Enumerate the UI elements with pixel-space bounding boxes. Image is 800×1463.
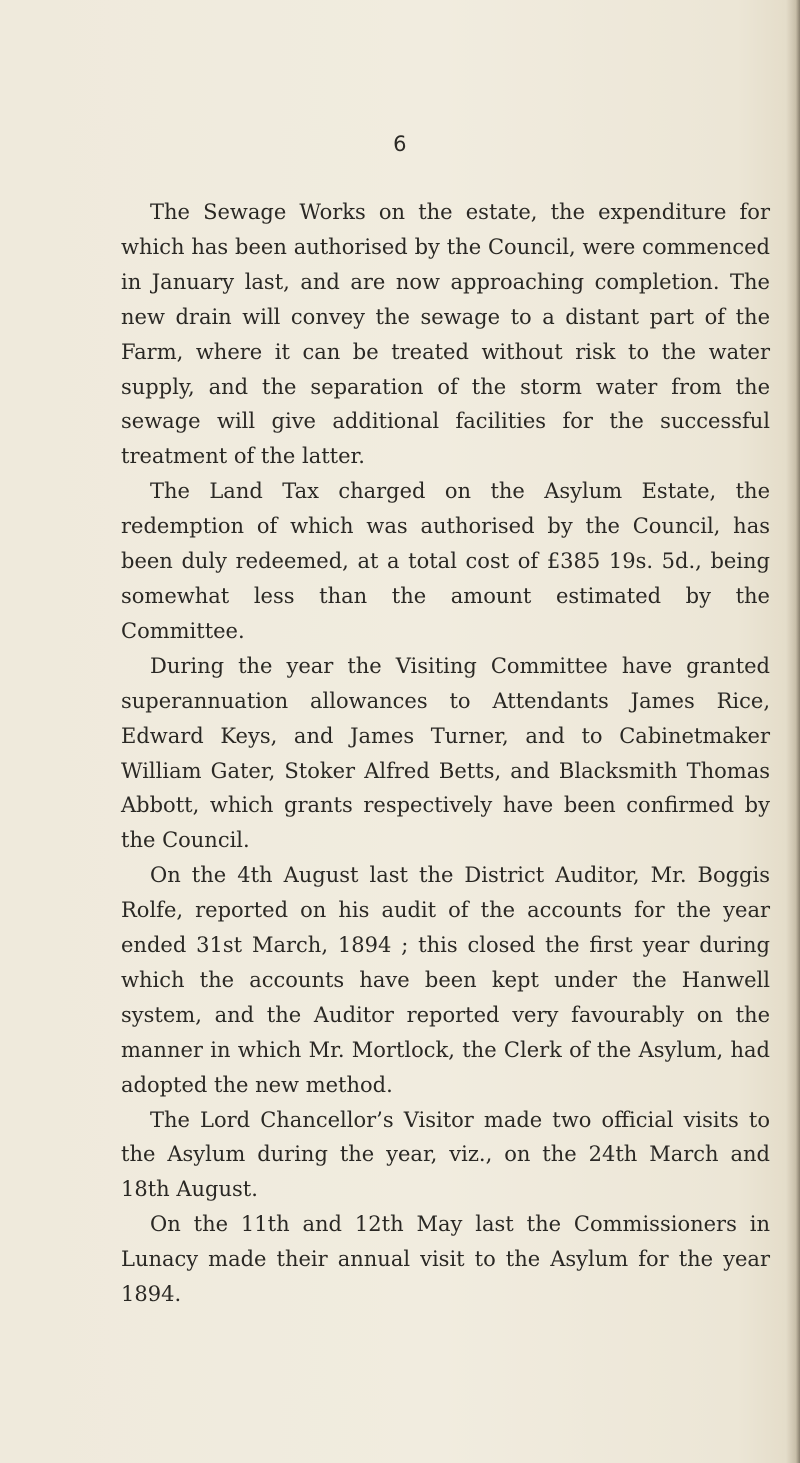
paragraph-sewage-works: The Sewage Works on the estate, the expenditure for which has been authorised by the Council, were commenced in January last, and are now approaching completion. The new drain will convey the sewage to a distant part of the Farm, where it can be treated without risk to the water supply, and the separation of the storm water from the sewage will give additional facilities for the successful treatment of the latter. bbox=[121, 200, 770, 469]
page-edge-shadow bbox=[786, 0, 800, 1463]
paragraph-land-tax: The Land Tax charged on the Asylum Estate, the redemption of which was authorised by the Council, has been duly redeemed, at a total cost of £385 19s. 5d., being somewhat less than the amount estimated by the Committee. bbox=[121, 479, 770, 643]
body-text bbox=[121, 195, 770, 1312]
paragraph-superannuation: During the year the Visiting Committee have granted superannuation allowances to Attendants James Rice, Edward Keys, and James Turner, and to Cabinetmaker William Gater, Stoker Alfred Betts, and Blacksmith Thomas Abbott, which grants respectively have been confirmed by the Council. bbox=[121, 653, 770, 853]
paragraph-district-auditor: On the 4th August last the District Auditor, Mr. Boggis Rolfe, reported on his audit of the accounts for the year ended 31st March, 1894 ; this closed the first year during which the accounts have been kept under the Hanwell system, and the Auditor reported very favourably on the manner in which Mr. Mortlock, the Clerk of the Asylum, had adopted the new method. bbox=[121, 863, 770, 1097]
paragraph-commissioners-lunacy: On the 11th and 12th May last the Commissioners in Lunacy made their annual visit to the Asylum for the year 1894. bbox=[121, 1212, 770, 1307]
page-number: 6 bbox=[393, 132, 407, 156]
paragraph-lord-chancellor-visitor: The Lord Chancellor’s Visitor made two official visits to the Asylum during the year, viz., on the 24th March and 18th August. bbox=[121, 1107, 770, 1202]
